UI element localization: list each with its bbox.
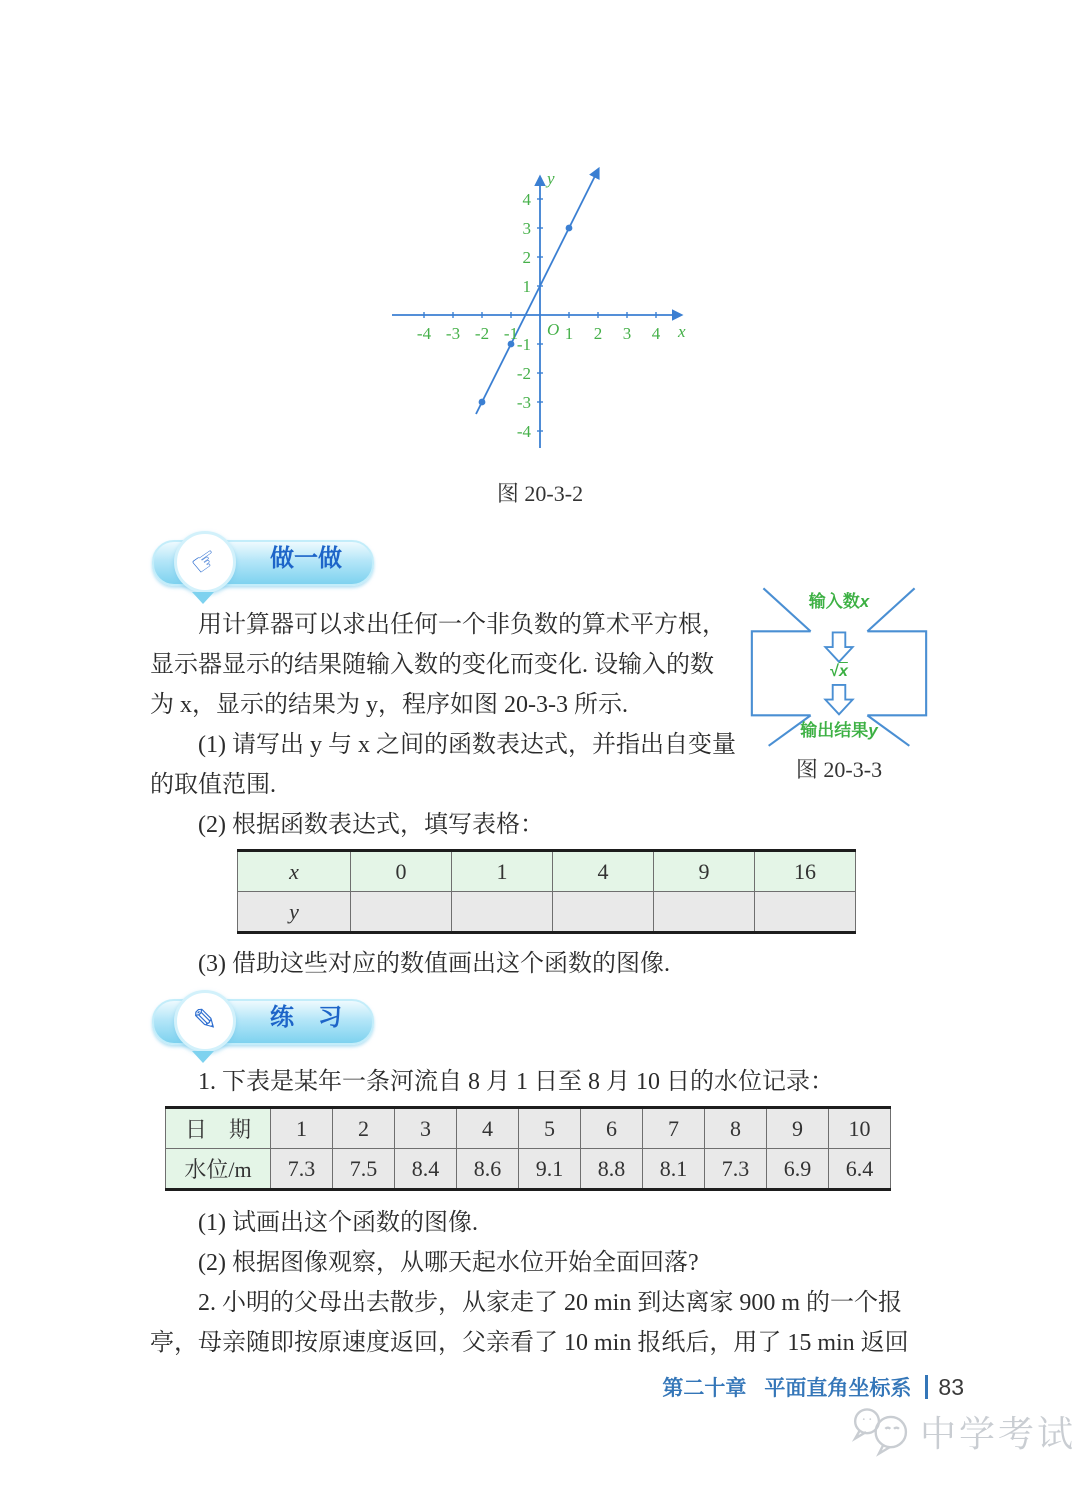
x-tick-label: -4 [416,324,432,343]
table-cell [452,892,553,933]
pencil-icon: ✎ [192,1004,218,1037]
table-cell [654,892,755,933]
list-item: (1) 请写出 y 与 x 之间的函数表达式，并指出自变量的取值范围. [150,732,736,798]
x-tick-label: 3 [622,324,632,343]
x-axis-label: x [678,322,686,341]
watermark [848,1404,1076,1458]
table-cell: 9.1 [519,1149,581,1190]
table-header-cell: 日 期 [166,1108,271,1149]
table-cell [553,892,654,933]
table-cell: 7 [643,1108,705,1149]
y-tick-label: -1 [516,335,531,354]
practice-section-badge [150,990,930,1058]
table-row-date [166,1108,891,1149]
flowchart-sqrt-label: √x [830,663,848,680]
function-table [237,849,856,934]
table-cell: 2 [333,1108,395,1149]
badge-label: 练 习 [270,1004,342,1031]
triangle-down-icon [192,592,214,604]
table-cell: y [238,892,351,933]
chat-bubbles-icon [848,1404,912,1458]
y-tick-label: 2 [522,248,531,267]
table-cell: 6 [581,1108,643,1149]
table-cell: 6.4 [829,1149,891,1190]
x-tick-label: 2 [593,324,603,343]
table-cell: 6.9 [767,1149,829,1190]
coordinate-graph [380,160,700,460]
y-tick-label: 4 [522,190,531,209]
figure-20-3-3 [736,582,942,784]
x-tick-label: -3 [445,324,461,343]
flowchart-input-label: 输入数x [808,592,870,611]
figure-caption: 图 20-3-2 [496,481,584,506]
chapter-label: 第二十章 [662,1377,747,1400]
table-cell: 8.1 [643,1149,705,1190]
footer-divider [925,1375,928,1399]
hand-icon: ☞ [184,540,226,583]
watermark-text: 中学考试 [919,1412,1076,1454]
table-cell: 4 [553,851,654,892]
y-tick-label: -2 [516,364,531,383]
table-cell: 8.4 [395,1149,457,1190]
x-tick-label: 4 [651,324,661,343]
function-line [476,170,598,414]
table-cell: 7.3 [705,1149,767,1190]
table-cell: 3 [395,1108,457,1149]
y-tick-label: 3 [522,219,531,238]
y-tick-label: -3 [516,393,531,412]
badge-circle [174,990,236,1052]
table-cell: 8.6 [457,1149,519,1190]
origin-label: O [547,320,560,339]
table-cell: 1 [271,1108,333,1149]
flowchart-machine [739,582,939,750]
page-number: 83 [938,1373,964,1400]
problem-intro: 1. 下表是某年一条河流自 8 月 1 日至 8 月 10 日的水位记录： [198,1069,834,1095]
table-cell: 8.8 [581,1149,643,1190]
triangle-down-icon [192,1051,214,1063]
paragraph: 用计算器可以求出任何一个非负数的算术平方根，显示器显示的结果随输入数的变化而变化. 设输入的数为 x，显示的结果为 y，程序如图 20-3-3 所示. [150,612,726,718]
problem-text: 2. 小明的父母出去散步，从家走了 20 min 到达离家 900 m 的一个报亭，母亲随即按原速度返回，父亲看了 10 min 报纸后，用了 15 min 返回 [150,1290,909,1356]
table-cell: 8 [705,1108,767,1149]
table-row-x [238,851,856,892]
x-tick-label: -1 [503,324,519,343]
x-tick-label: 1 [564,324,574,343]
table-cell: 9 [654,851,755,892]
point--2--3 [479,399,486,406]
table-header-cell: 水位/m [166,1149,271,1190]
flowchart-output-label: 输出结果y [800,721,878,740]
list-item: (2) 根据函数表达式，填写表格： [198,812,544,838]
table-cell: 7.3 [271,1149,333,1190]
table-cell: 5 [519,1108,581,1149]
figure-20-3-2 [375,160,705,509]
section-title: 平面直角坐标系 [764,1377,912,1400]
table-cell: 1 [452,851,553,892]
list-item: (2) 根据图像观察，从哪天起水位开始全面回落? [198,1250,699,1276]
table-cell: x [238,851,351,892]
table-row-level [166,1149,891,1190]
list-item: (3) 借助这些对应的数值画出这个函数的图像. [198,951,670,977]
table-cell: 16 [755,851,856,892]
down-arrow-icon [825,685,852,714]
table-cell [755,892,856,933]
table-cell [351,892,452,933]
y-tick-label: -4 [516,422,531,441]
table-cell: 10 [829,1108,891,1149]
water-level-table [165,1106,891,1191]
list-item: (1) 试画出这个函数的图像. [198,1210,478,1236]
figure-caption: 图 20-3-3 [795,757,883,782]
do-section-badge [150,531,930,599]
y-axis-label: y [547,169,555,188]
y-tick-label: 1 [522,277,531,296]
badge-circle [174,531,236,593]
table-cell: 9 [767,1108,829,1149]
table-cell: 0 [351,851,452,892]
table-cell: 4 [457,1108,519,1149]
page-footer [662,1372,964,1402]
point-1-3 [566,225,573,232]
down-arrow-icon [825,632,852,661]
table-cell: 7.5 [333,1149,395,1190]
table-row-y [238,892,856,933]
badge-label: 做一做 [270,545,342,572]
x-tick-label: -2 [474,324,490,343]
